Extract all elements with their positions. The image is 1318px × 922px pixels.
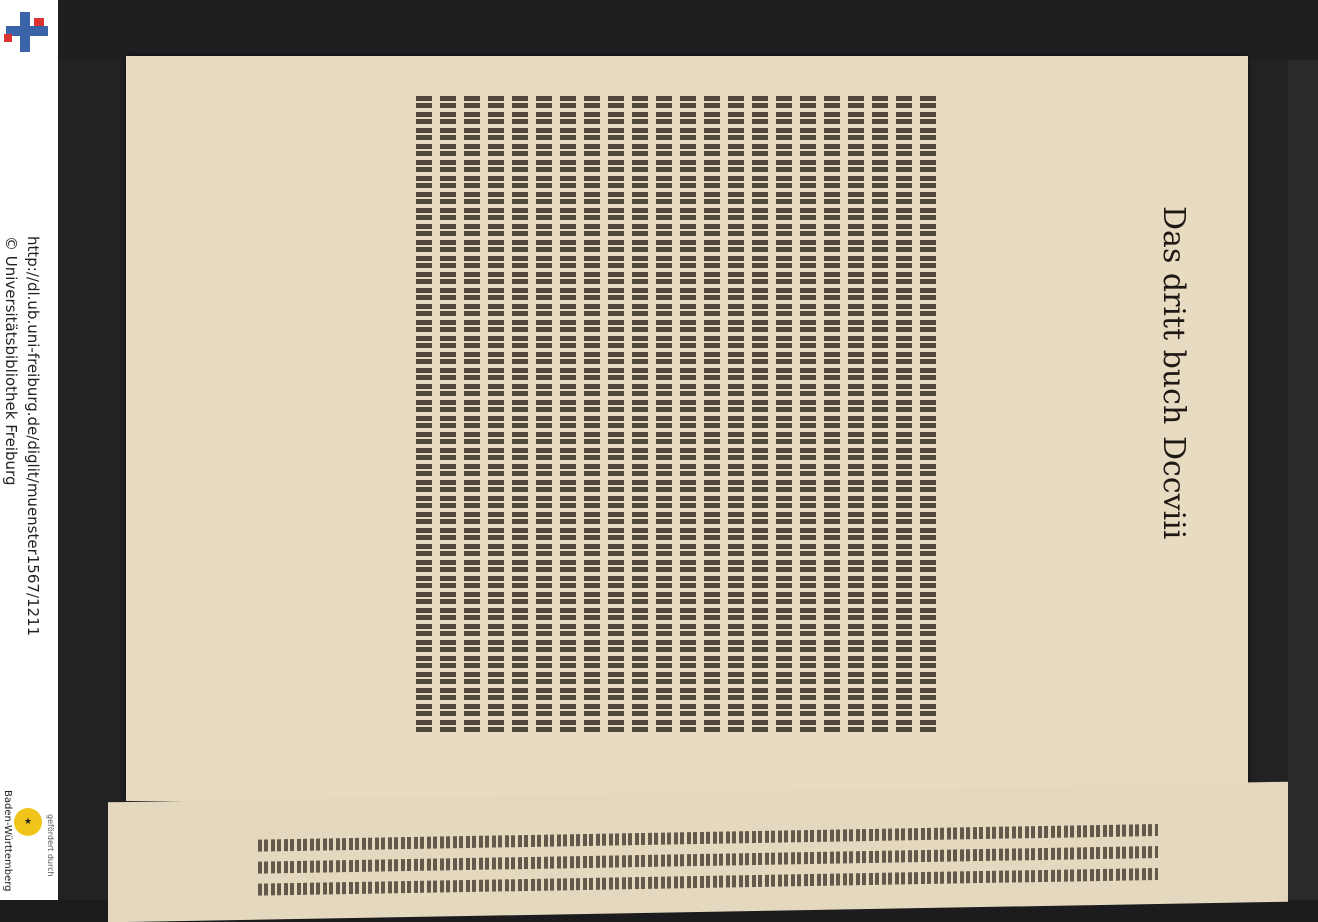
page-number: Dccviii [1156, 436, 1191, 540]
text-line [728, 96, 744, 736]
funding-label: gefördert durch [46, 814, 55, 877]
text-line [920, 96, 936, 736]
text-line [680, 96, 696, 736]
viewer-background [58, 0, 1318, 60]
text-line [488, 96, 504, 736]
text-line [416, 96, 432, 736]
university-logo-icon [2, 8, 50, 56]
funding-badge-icon: ★ [14, 808, 42, 836]
text-line [800, 96, 816, 736]
baden-wuerttemberg-label: Baden-Württemberg [2, 790, 13, 892]
next-page-text [108, 782, 1288, 922]
document-url[interactable]: http://dl.ub.uni-freiburg.de/diglit/muenster1567/1211 [24, 236, 42, 637]
text-line [464, 96, 480, 736]
text-line [440, 96, 456, 736]
text-line [258, 868, 1158, 896]
text-line [512, 96, 528, 736]
text-line [608, 96, 624, 736]
viewer-sidebar [0, 0, 58, 900]
text-line [872, 96, 888, 736]
copyright-notice: © Universitätsbibliothek Freiburg [2, 236, 20, 486]
text-line [896, 96, 912, 736]
text-line [752, 96, 768, 736]
text-line [584, 96, 600, 736]
viewer-edge [1288, 60, 1318, 900]
text-line [656, 96, 672, 736]
text-line [776, 96, 792, 736]
page-viewer[interactable] [58, 0, 1318, 900]
page-text-block [356, 96, 936, 736]
text-line [824, 96, 840, 736]
next-book-page [108, 782, 1288, 922]
text-line [704, 96, 720, 736]
page-heading: Das dritt buch [1156, 206, 1191, 425]
book-page [126, 56, 1248, 801]
text-line [536, 96, 552, 736]
text-line [560, 96, 576, 736]
text-line [632, 96, 648, 736]
text-line [848, 96, 864, 736]
